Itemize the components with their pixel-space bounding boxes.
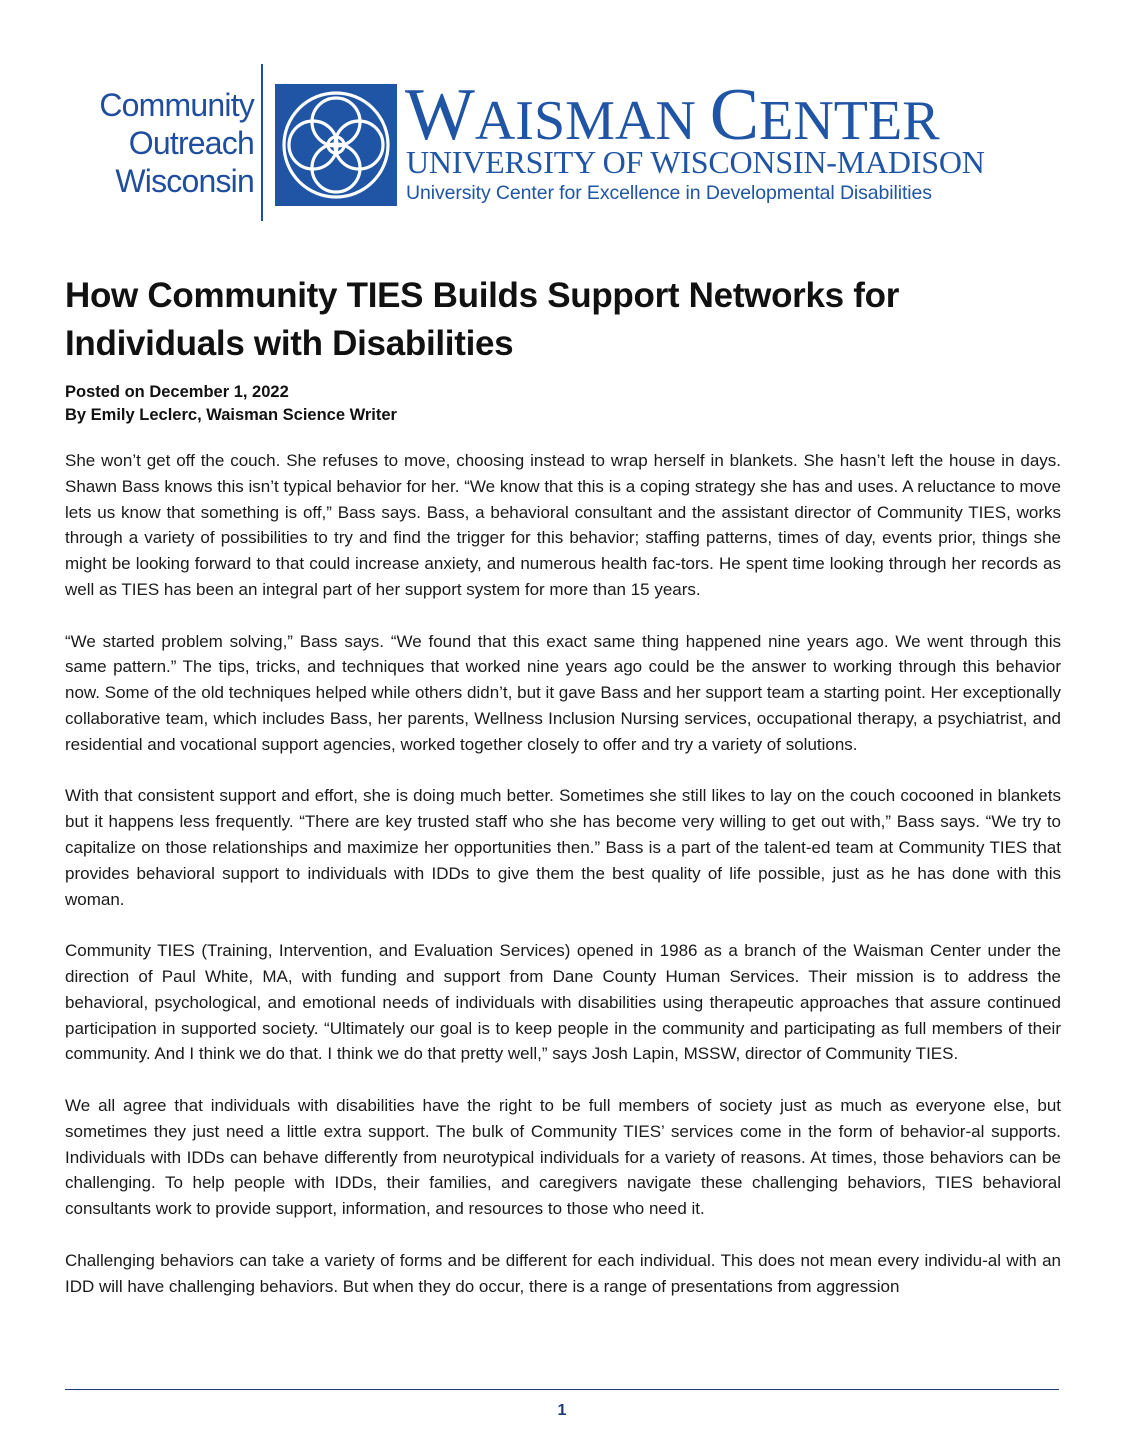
wordmark-w: W bbox=[405, 74, 475, 156]
community-outreach-wisconsin-logo bbox=[58, 86, 254, 200]
paragraph-5: We all agree that individuals with disabilities have the right to be full members of society just as much as everyone else, but sometimes they just need a little extra support. The bulk of Community TIES’ services come in the form of behavior-al supports. Individuals with IDDs can behave differently from neurotypical individuals for a variety of reasons. At times, those behaviors can be challenging. To help people with IDDs, their families, and caregivers navigate these challenging behaviors, TIES behavioral consultants work to provide support, information, and resources to those who need it. bbox=[65, 1095, 1061, 1219]
paragraph-2: “We started problem solving,” Bass says. “We found that this exact same thing happened nine years ago. We went through this same pattern.” The tips, tricks, and techniques that worked nine years ago could be the answer to working through this behavior now. Some of the old techniques helped while others didn’t, but it gave Bass and her support team a starting point. Her exceptionally collaborative team, which includes Bass, her parents, Wellness Inclusion Nursing services, occupational therapy, a psychiatrist, and residential and vocational support agencies, worked together closely to offer and try a variety of solutions. bbox=[65, 631, 1061, 754]
article-title: How Community TIES Builds Support Networks for Individuals with Disabilities bbox=[65, 276, 900, 363]
posted-date: Posted on December 1, 2022 bbox=[65, 383, 289, 401]
wordmark-aisman: AISMAN bbox=[474, 90, 710, 152]
page-number: 1 bbox=[557, 1402, 567, 1419]
paragraph-4: Community TIES (Training, Intervention, and Evaluation Services) opened in 1986 as a branch of the Waisman Center under the direction of Paul White, MA, with funding and support from Dane County Human Services. Their mission is to address the behavioral, psychological, and emotional needs of individuals with disabilities using therapeutic approaches that assure continued participation in supported society. “Ultimately our goal is to keep people in the community and participating as full members of their community. And I think we do that. I think we do that pretty well,” says Josh Lapin, MSSW, director of Community TIES. bbox=[65, 941, 1061, 1064]
outreach-line-1: Community bbox=[99, 87, 254, 123]
outreach-line-2: Outreach bbox=[128, 125, 254, 161]
outreach-line-3: Wisconsin bbox=[115, 163, 254, 199]
waisman-seal-icon bbox=[275, 84, 397, 206]
paragraph-3: With that consistent support and effort, she is doing much better. Sometimes she still likes to lay on the couch cocooned in blankets but it happens less frequently. “There are key trusted staff who she has become very willing to get out with,” Bass says. “We try to capitalize on those relationships and maximize her opportunities then.” Bass is a part of the talent-ed team at Community TIES that provides behavioral support to individuals with IDDs to give them the best quality of life possible, just as he has done with this woman. bbox=[65, 786, 1061, 909]
paragraph-1: She won’t get off the couch. She refuses to move, choosing instead to wrap herself in blankets. She hasn’t left the house in days. Shawn Bass knows this isn’t typical behavior for her. “We know that this is a coping strategy she has and uses. A reluctance to move lets us know that something is off,” Bass says. Bass, a behavioral consultant and the assistant director of Community TIES, works through a variety of possibilities to try and find the trigger for this behavior; staffing patterns, times of day, events prior, things she might be looking forward to that could increase anxiety, and numerous health fac-tors. He spent time looking through her records as well as TIES has been an integral part of her support system for more than 15 years. bbox=[65, 451, 1061, 599]
header-divider bbox=[261, 64, 263, 221]
ucedd-tagline: University Center for Excellence in Developmental Disabilities bbox=[406, 182, 932, 204]
paragraph-6: Challenging behaviors can take a variety of forms and be different for each individual. This does not mean every individu-al with an IDD will have challenging behaviors. But when they do occur, there is a range of presentations from aggression bbox=[65, 1250, 1061, 1296]
wordmark-c: C bbox=[709, 74, 760, 156]
article-byline bbox=[65, 381, 397, 427]
waisman-center-wordmark bbox=[405, 74, 940, 156]
article-body bbox=[65, 448, 1061, 1325]
footer-divider bbox=[65, 1389, 1059, 1390]
university-name: UNIVERSITY OF WISCONSIN-MADISON bbox=[406, 144, 985, 180]
wordmark-enter: ENTER bbox=[759, 90, 940, 152]
author-line: By Emily Leclerc, Waisman Science Writer bbox=[65, 406, 397, 424]
